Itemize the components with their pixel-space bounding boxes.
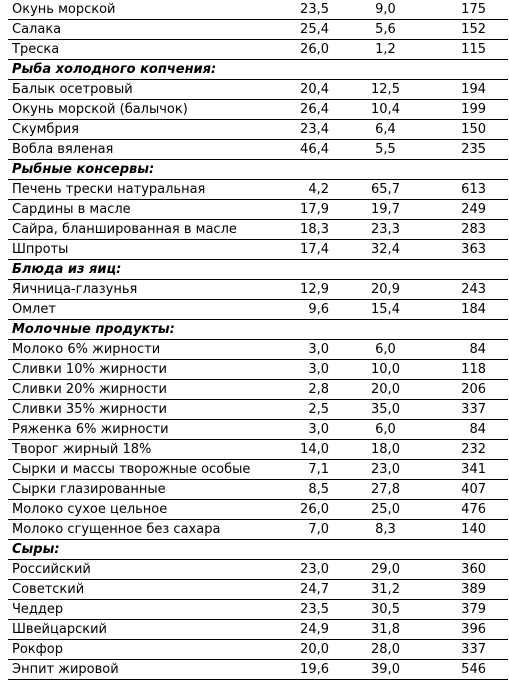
section-header-row [8,540,508,560]
food-name-cell: Печень трески натуральная [8,180,258,200]
value-b-cell: 15,4 [343,300,428,320]
value-c-cell: 249 [428,200,508,220]
food-name-cell: Окунь морской (балычок) [8,100,258,120]
value-a-cell: 23,5 [258,600,343,620]
table-row [8,460,508,480]
table-row [8,280,508,300]
value-c-cell: 152 [428,20,508,40]
value-a-cell: 4,2 [258,180,343,200]
table-row [8,400,508,420]
table-row [8,20,508,40]
food-name-cell: Сливки 20% жирности [8,380,258,400]
value-a-cell: 9,6 [258,300,343,320]
table-row [8,360,508,380]
value-b-cell: 19,7 [343,200,428,220]
food-name-cell: Ряженка 6% жирности [8,420,258,440]
value-c-cell: 84 [428,420,508,440]
value-b-cell: 29,0 [343,560,428,580]
value-c-cell: 407 [428,480,508,500]
value-a-cell: 17,4 [258,240,343,260]
value-b-cell: 23,0 [343,460,428,480]
section-title: Блюда из яиц: [8,260,508,280]
value-c-cell: 175 [428,0,508,20]
table-row [8,500,508,520]
value-c-cell: 140 [428,520,508,540]
section-header-row [8,260,508,280]
table-row [8,600,508,620]
food-name-cell: Омлет [8,300,258,320]
value-b-cell: 30,5 [343,600,428,620]
food-name-cell: Скумбрия [8,120,258,140]
value-a-cell: 26,0 [258,40,343,60]
value-b-cell: 20,9 [343,280,428,300]
food-name-cell: Сырки и массы творожные особые [8,460,258,480]
value-a-cell: 17,9 [258,200,343,220]
value-a-cell: 26,0 [258,500,343,520]
table-row [8,560,508,580]
table-row [8,40,508,60]
value-a-cell: 24,7 [258,580,343,600]
value-b-cell: 6,4 [343,120,428,140]
value-a-cell: 46,4 [258,140,343,160]
value-c-cell: 118 [428,360,508,380]
section-header-row [8,160,508,180]
section-header-row [8,60,508,80]
value-b-cell: 10,4 [343,100,428,120]
value-b-cell: 39,0 [343,660,428,680]
value-c-cell: 613 [428,180,508,200]
value-a-cell: 12,9 [258,280,343,300]
value-a-cell: 18,3 [258,220,343,240]
value-a-cell: 20,4 [258,80,343,100]
food-name-cell: Российский [8,560,258,580]
value-c-cell: 84 [428,340,508,360]
value-b-cell: 1,2 [343,40,428,60]
table-row [8,620,508,640]
table-row [8,420,508,440]
table-row [8,200,508,220]
table-row [8,580,508,600]
section-header-row [8,320,508,340]
value-a-cell: 8,5 [258,480,343,500]
value-b-cell: 31,8 [343,620,428,640]
table-row [8,220,508,240]
value-c-cell: 194 [428,80,508,100]
value-c-cell: 476 [428,500,508,520]
food-name-cell: Сливки 35% жирности [8,400,258,420]
table-row [8,440,508,460]
value-a-cell: 19,6 [258,660,343,680]
table-row [8,120,508,140]
value-c-cell: 243 [428,280,508,300]
value-c-cell: 232 [428,440,508,460]
food-name-cell: Чеддер [8,600,258,620]
nutrition-table [8,0,508,680]
value-a-cell: 23,5 [258,0,343,20]
value-a-cell: 2,5 [258,400,343,420]
value-a-cell: 24,9 [258,620,343,640]
food-name-cell: Энпит жировой [8,660,258,680]
value-c-cell: 337 [428,400,508,420]
section-title: Рыба холодного копчения: [8,60,508,80]
nutrition-table-body [8,0,508,680]
food-name-cell: Сайра, бланшированная в масле [8,220,258,240]
food-name-cell: Молоко сгущенное без сахара [8,520,258,540]
value-c-cell: 546 [428,660,508,680]
food-name-cell: Сливки 10% жирности [8,360,258,380]
value-b-cell: 9,0 [343,0,428,20]
table-row [8,80,508,100]
table-row [8,520,508,540]
value-c-cell: 396 [428,620,508,640]
table-row [8,340,508,360]
value-c-cell: 283 [428,220,508,240]
table-row [8,180,508,200]
food-name-cell: Треска [8,40,258,60]
value-b-cell: 18,0 [343,440,428,460]
value-b-cell: 25,0 [343,500,428,520]
food-name-cell: Рокфор [8,640,258,660]
value-b-cell: 5,5 [343,140,428,160]
value-b-cell: 10,0 [343,360,428,380]
value-b-cell: 12,5 [343,80,428,100]
food-name-cell: Вобла вяленая [8,140,258,160]
table-row [8,300,508,320]
food-name-cell: Шпроты [8,240,258,260]
value-a-cell: 23,4 [258,120,343,140]
food-name-cell: Сардины в масле [8,200,258,220]
value-b-cell: 6,0 [343,420,428,440]
nutrition-table-container [8,0,508,680]
table-row [8,380,508,400]
table-row [8,640,508,660]
table-row [8,480,508,500]
value-c-cell: 206 [428,380,508,400]
value-c-cell: 115 [428,40,508,60]
table-row [8,660,508,680]
food-name-cell: Советский [8,580,258,600]
value-c-cell: 199 [428,100,508,120]
food-name-cell: Яичница-глазунья [8,280,258,300]
value-b-cell: 5,6 [343,20,428,40]
value-c-cell: 389 [428,580,508,600]
section-title: Сыры: [8,540,508,560]
value-c-cell: 341 [428,460,508,480]
value-a-cell: 2,8 [258,380,343,400]
value-a-cell: 7,1 [258,460,343,480]
section-title: Молочные продукты: [8,320,508,340]
value-b-cell: 28,0 [343,640,428,660]
food-name-cell: Молоко 6% жирности [8,340,258,360]
value-a-cell: 3,0 [258,360,343,380]
value-c-cell: 379 [428,600,508,620]
table-row [8,140,508,160]
value-b-cell: 32,4 [343,240,428,260]
food-name-cell: Окунь морской [8,0,258,20]
food-name-cell: Творог жирный 18% [8,440,258,460]
value-b-cell: 20,0 [343,380,428,400]
value-c-cell: 235 [428,140,508,160]
food-name-cell: Швейцарский [8,620,258,640]
value-c-cell: 363 [428,240,508,260]
value-a-cell: 3,0 [258,340,343,360]
value-c-cell: 337 [428,640,508,660]
value-a-cell: 7,0 [258,520,343,540]
value-a-cell: 25,4 [258,20,343,40]
food-name-cell: Молоко сухое цельное [8,500,258,520]
food-name-cell: Салака [8,20,258,40]
value-a-cell: 3,0 [258,420,343,440]
value-b-cell: 27,8 [343,480,428,500]
table-row [8,0,508,20]
value-b-cell: 65,7 [343,180,428,200]
value-c-cell: 150 [428,120,508,140]
value-a-cell: 20,0 [258,640,343,660]
food-name-cell: Сырки глазированные [8,480,258,500]
value-c-cell: 360 [428,560,508,580]
value-a-cell: 23,0 [258,560,343,580]
value-a-cell: 26,4 [258,100,343,120]
value-b-cell: 31,2 [343,580,428,600]
table-row [8,100,508,120]
value-b-cell: 23,3 [343,220,428,240]
food-name-cell: Балык осетровый [8,80,258,100]
value-b-cell: 35,0 [343,400,428,420]
section-title: Рыбные консервы: [8,160,508,180]
value-a-cell: 14,0 [258,440,343,460]
value-c-cell: 184 [428,300,508,320]
table-row [8,240,508,260]
value-b-cell: 8,3 [343,520,428,540]
value-b-cell: 6,0 [343,340,428,360]
